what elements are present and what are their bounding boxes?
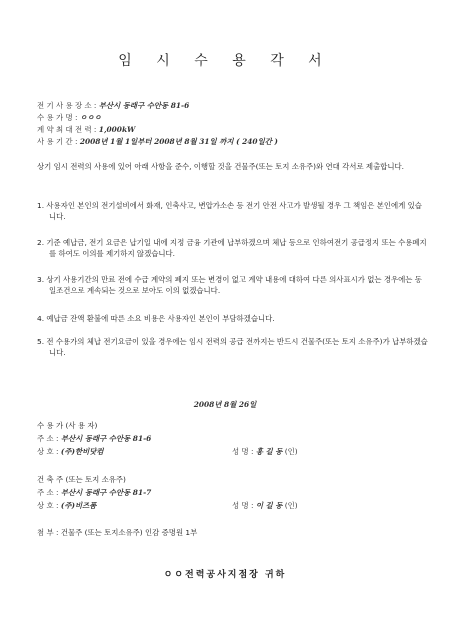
document-date: 2008년 8월 26일 xyxy=(193,400,257,409)
owner-signature-label: 성 명 : xyxy=(232,501,254,510)
usage-period-value: 2008년 1월 1일부터 2008년 8월 31일 까지 ( 240일간 ) xyxy=(79,137,278,146)
owner-company-value: (주)비즈폼 xyxy=(60,501,97,510)
owner-heading: 건 축 주 (또는 토지 소유주) xyxy=(37,475,126,484)
user-signature-label: 성 명 : xyxy=(232,447,254,456)
owner-address-value: 부산시 동래구 수안동 81-7 xyxy=(60,488,152,497)
attachment-label: 첨 부 : xyxy=(37,528,59,537)
usage-period-row xyxy=(37,137,278,147)
customer-name-value: ㅇㅇㅇ xyxy=(79,113,102,122)
user-seal-mark: (인) xyxy=(284,447,298,456)
customer-name-row xyxy=(37,113,101,123)
location-value: 부산시 동래구 수안동 81-6 xyxy=(98,101,190,110)
user-address-row xyxy=(37,434,151,444)
item-5: 5. 전 수용가의 체납 전기요금이 있을 경우에는 임시 전력의 공급 전까지는 반드시 건물주(또는 토지 소유주)가 납부하겠습니다. xyxy=(37,337,428,357)
contract-power-value: 1,000kW xyxy=(98,125,136,134)
user-company-value: (주)한비닷컴 xyxy=(60,447,104,456)
user-signature-value: 홍 길 동 xyxy=(255,447,283,456)
contract-power-row xyxy=(37,125,135,135)
owner-signature-row xyxy=(232,501,298,511)
item-1: 1. 사용자인 본인의 전기설비에서 화재, 인축사고, 변압가소손 등 전기 안전 사고가 발생될 경우 그 책임은 본인에게 있습니다. xyxy=(37,201,422,221)
document-title: 임 시 수 용 각 서 xyxy=(118,53,332,69)
attachment-row xyxy=(37,528,197,538)
owner-address-row xyxy=(37,488,151,498)
user-company-row xyxy=(37,447,104,457)
user-address-value: 부산시 동래구 수안동 81-6 xyxy=(60,434,152,443)
owner-seal-mark: (인) xyxy=(284,501,298,510)
user-signature-row xyxy=(232,447,298,457)
contract-power-label: 계 약 최 대 전 력 : xyxy=(37,125,97,134)
location-row xyxy=(37,101,189,111)
owner-company-label: 상 호 : xyxy=(37,501,59,510)
item-3: 3. 상기 사용기간의 만료 전에 수급 계약의 폐지 또는 변경이 없고 계약 내용에 대하여 다른 의사표시가 없는 경우에는 동일조건으로 계속되는 것으로 보아도 이의 없겠습니다. xyxy=(37,275,422,295)
user-heading: 수 용 가 (사 용 자) xyxy=(37,421,98,430)
user-company-label: 상 호 : xyxy=(37,447,59,456)
owner-company-row xyxy=(37,501,96,511)
addressee: ㅇㅇ전력공사지점장 귀하 xyxy=(163,570,287,580)
location-label: 전 기 사 용 장 소 : xyxy=(37,101,97,110)
owner-signature-value: 이 길 동 xyxy=(255,501,283,510)
intro-paragraph: 상기 임시 전력의 사용에 있어 아래 사항을 준수, 이행할 것을 건물주(또는 토지 소유주)와 연대 각서로 제출합니다. xyxy=(37,162,404,171)
item-4: 4. 예납금 잔액 환불에 따른 소요 비용은 사용자인 본인이 부담하겠습니다. xyxy=(37,314,275,323)
attachment-value: 건물주 (또는 토지소유주) 인감 증명원 1부 xyxy=(60,528,198,537)
usage-period-label: 사 용 기 간 : xyxy=(37,137,78,146)
customer-name-label: 수 용 가 명 : xyxy=(37,113,78,122)
owner-address-label: 주 소 : xyxy=(37,488,59,497)
user-address-label: 주 소 : xyxy=(37,434,59,443)
item-2: 2. 기준 예납금, 전기 요금은 납기일 내에 지정 금융 기관에 납부하겠으며 체납 등으로 인하여전기 공급정지 또는 수용폐지를 하여도 이의를 제기하지 않겠습니다. xyxy=(37,238,427,258)
